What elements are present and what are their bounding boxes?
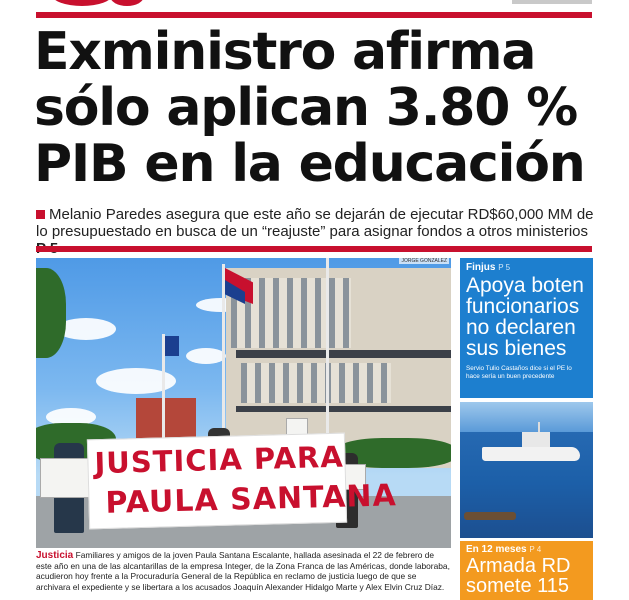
- protest-banner: [87, 433, 398, 530]
- sidebar-subtext: Servio Tulio Castaños dice si el PE lo hace sería un buen precedente: [466, 365, 572, 380]
- caption-text: Familiares y amigos de la joven Paula Santana Escalante, hallada asesinada el 22 de febrero de este año en una de las alcantarillas de la empresa Integer, de la Zona Franca de las Américas, donde laboraba, acudieron hoy frente a la Procuraduría General de la República en reclamo de justicia luego de que se archivara el expediente y se libertara a los acusados Joaquín Alexander Hidalgo Marte y Alex Elvin Cruz Díaz.: [36, 550, 450, 592]
- sidebar-kicker-label: Finjus: [466, 262, 496, 273]
- main-headline: [34, 24, 594, 192]
- sidebar-page-ref: P 4: [529, 545, 542, 554]
- top-red-rule: [36, 12, 592, 18]
- caption-lead: Justicia: [36, 550, 74, 561]
- headline-line-3: PIB en la educación: [34, 134, 585, 194]
- middle-red-rule: [36, 246, 592, 252]
- headline-line-2: sólo aplican 3.80 %: [34, 78, 578, 138]
- red-square-bullet-icon: [36, 210, 45, 219]
- sidebar-kicker-label: En 12 meses: [466, 544, 527, 555]
- headline-line-1: Exministro afirma: [34, 22, 536, 82]
- banner-line-2: PAULA SANTANA: [105, 478, 398, 521]
- navy-ship-photo: [460, 402, 593, 538]
- banner-line-1: JUSTICIA PARA: [94, 439, 345, 481]
- sidebar-kicker: [466, 262, 587, 273]
- deck-text: Melanio Paredes asegura que este año se dejarán de ejecutar RD$60,000 MM de lo presupuestado en busca de un “reajuste” para asignar fondos a otros ministerios: [36, 206, 594, 240]
- sidebar-headline: Armada RD somete 115: [466, 555, 571, 597]
- sidebar-headline: Apoya boten funcionarios no declaren sus bienes: [466, 274, 584, 360]
- masthead-logo-fragment: [0, 0, 629, 10]
- sidebar-story-finjus[interactable]: [460, 258, 593, 398]
- photo-credit: JORGE GONZÁLEZ: [401, 258, 447, 264]
- protest-photo: [36, 258, 451, 548]
- photo-caption: [36, 550, 451, 592]
- sidebar-kicker: [466, 544, 587, 555]
- sidebar-story-armada[interactable]: [460, 541, 593, 600]
- sidebar-page-ref: P 5: [498, 263, 511, 272]
